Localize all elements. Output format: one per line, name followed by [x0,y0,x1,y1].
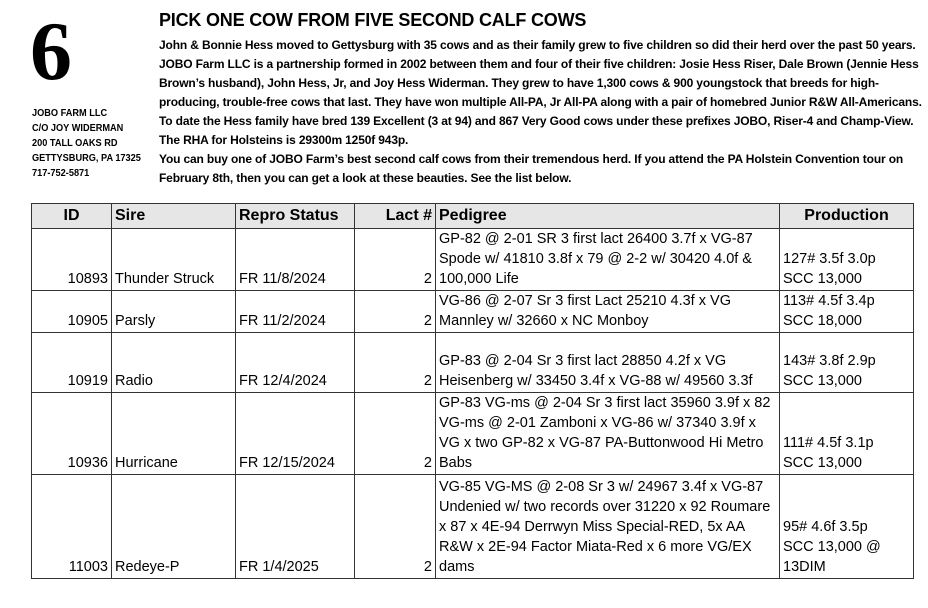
cell-lact: 2 [355,291,436,333]
cell-lact: 2 [355,333,436,393]
cell-id: 10893 [32,229,112,291]
production-scc: SCC 13,000 [783,373,862,389]
header-production: Production [780,204,914,229]
cell-production [780,333,914,393]
cell-production [780,291,914,333]
production-components: 95# 4.6f 3.5p [783,519,868,535]
table-row [32,475,914,579]
table-row [32,229,914,291]
cell-id: 10905 [32,291,112,333]
header-lact: Lact # [355,204,436,229]
cell-sire: Hurricane [112,393,236,475]
production-scc: SCC 13,000 [783,455,862,471]
description-paragraph: You can buy one of JOBO Farm’s best second calf cows from their tremendous herd. If you attend the PA Holstein Convention tour on February 8th, then you can get a look at these beauties. See the list below. [159,152,904,185]
cell-id: 10936 [32,393,112,475]
cell-repro-status: FR 12/15/2024 [236,393,355,475]
cow-table [31,203,914,579]
header-id: ID [32,204,112,229]
production-scc: SCC 18,000 [783,313,862,329]
cell-lact: 2 [355,393,436,475]
lot-description [159,36,928,188]
consignor-phone: 717-752-5871 [32,168,90,179]
cell-id: 11003 [32,475,112,579]
cell-production [780,393,914,475]
consignor-street: 200 TALL OAKS RD [32,138,118,149]
production-components: 113# 4.5f 3.4p [783,293,875,309]
cell-id: 10919 [32,333,112,393]
header-repro-status: Repro Status [236,204,355,229]
cell-repro-status: FR 11/2/2024 [236,291,355,333]
table-row [32,291,914,333]
table-row [32,393,914,475]
header-pedigree: Pedigree [436,204,780,229]
lot-title: PICK ONE COW FROM FIVE SECOND CALF COWS [159,10,587,30]
cell-pedigree: VG-85 VG-MS @ 2-08 Sr 3 w/ 24967 3.4f x VG-87 Undenied w/ two records over 31220 x 92 Roumare x 87 x 4E-94 Derrwyn Miss Special-RED, 5x AA R&W x 2E-94 Factor Miata-Red x 6 more VG/EX dams [436,475,780,579]
cell-sire: Redeye-P [112,475,236,579]
cell-lact: 2 [355,229,436,291]
consignor-contact: C/O JOY WIDERMAN [32,123,124,134]
production-scc: SCC 13,000 [783,271,862,287]
consignor-city: GETTYSBURG, PA 17325 [32,153,141,164]
cell-production [780,229,914,291]
cell-production [780,475,914,579]
description-paragraph: John & Bonnie Hess moved to Gettysburg with 35 cows and as their family grew to five children so did their herd over the past 50 years. JOBO Farm LLC is a partnership formed in 2002 between them and four of their five children: Josie Hess Riser, Dale Brown (Jennie Hess Brown’s husband), John Hess, Jr, and Joy Hess Widerman. They grew to have 1,300 cows & 900 youngstock that breeds for high-producing, trouble-free cows that last. They have won multiple All-PA, Jr All-PA along with a pair of homebred Junior R&W All-Americans. To date the Hess family have bred 139 Excellent (3 at 94) and 867 Very Good cows under these prefixes JOBO, Riser-4 and Champ-View. The RHA for Holsteins is 29300m 1250f 943p. [159,38,922,147]
cell-sire: Radio [112,333,236,393]
production-components: 111# 4.5f 3.1p [783,435,874,451]
cell-pedigree: VG-86 @ 2-07 Sr 3 first Lact 25210 4.3f x VG Mannley w/ 32660 x NC Monboy [436,291,780,333]
cell-repro-status: FR 1/4/2025 [236,475,355,579]
table-row [32,333,914,393]
table-header-row [32,204,914,229]
consignor-farm-name: JOBO FARM LLC [32,108,108,119]
production-scc: SCC 13,000 @ 13DIM [783,539,881,575]
cell-pedigree: GP-83 @ 2-04 Sr 3 first lact 28850 4.2f x VG Heisenberg w/ 33450 3.4f x VG-88 w/ 49560 3.3f [436,333,780,393]
cell-sire: Thunder Struck [112,229,236,291]
header-sire: Sire [112,204,236,229]
production-components: 127# 3.5f 3.0p [783,251,876,267]
cell-repro-status: FR 12/4/2024 [236,333,355,393]
cell-lact: 2 [355,475,436,579]
consignor-address [32,106,150,181]
cell-pedigree: GP-82 @ 2-01 SR 3 first lact 26400 3.7f x VG-87 Spode w/ 41810 3.8f x 79 @ 2-2 w/ 30420 4.0f & 100,000 Life [436,229,780,291]
cell-repro-status: FR 11/8/2024 [236,229,355,291]
lot-number: 6 [30,5,72,98]
cell-pedigree: GP-83 VG-ms @ 2-04 Sr 3 first lact 35960 3.9f x 82 VG-ms @ 2-01 Zamboni x VG-86 w/ 37340 3.9f x VG x two GP-82 x VG-87 PA-Buttonwood Hi Metro Babs [436,393,780,475]
production-components: 143# 3.8f 2.9p [783,353,876,369]
cell-sire: Parsly [112,291,236,333]
